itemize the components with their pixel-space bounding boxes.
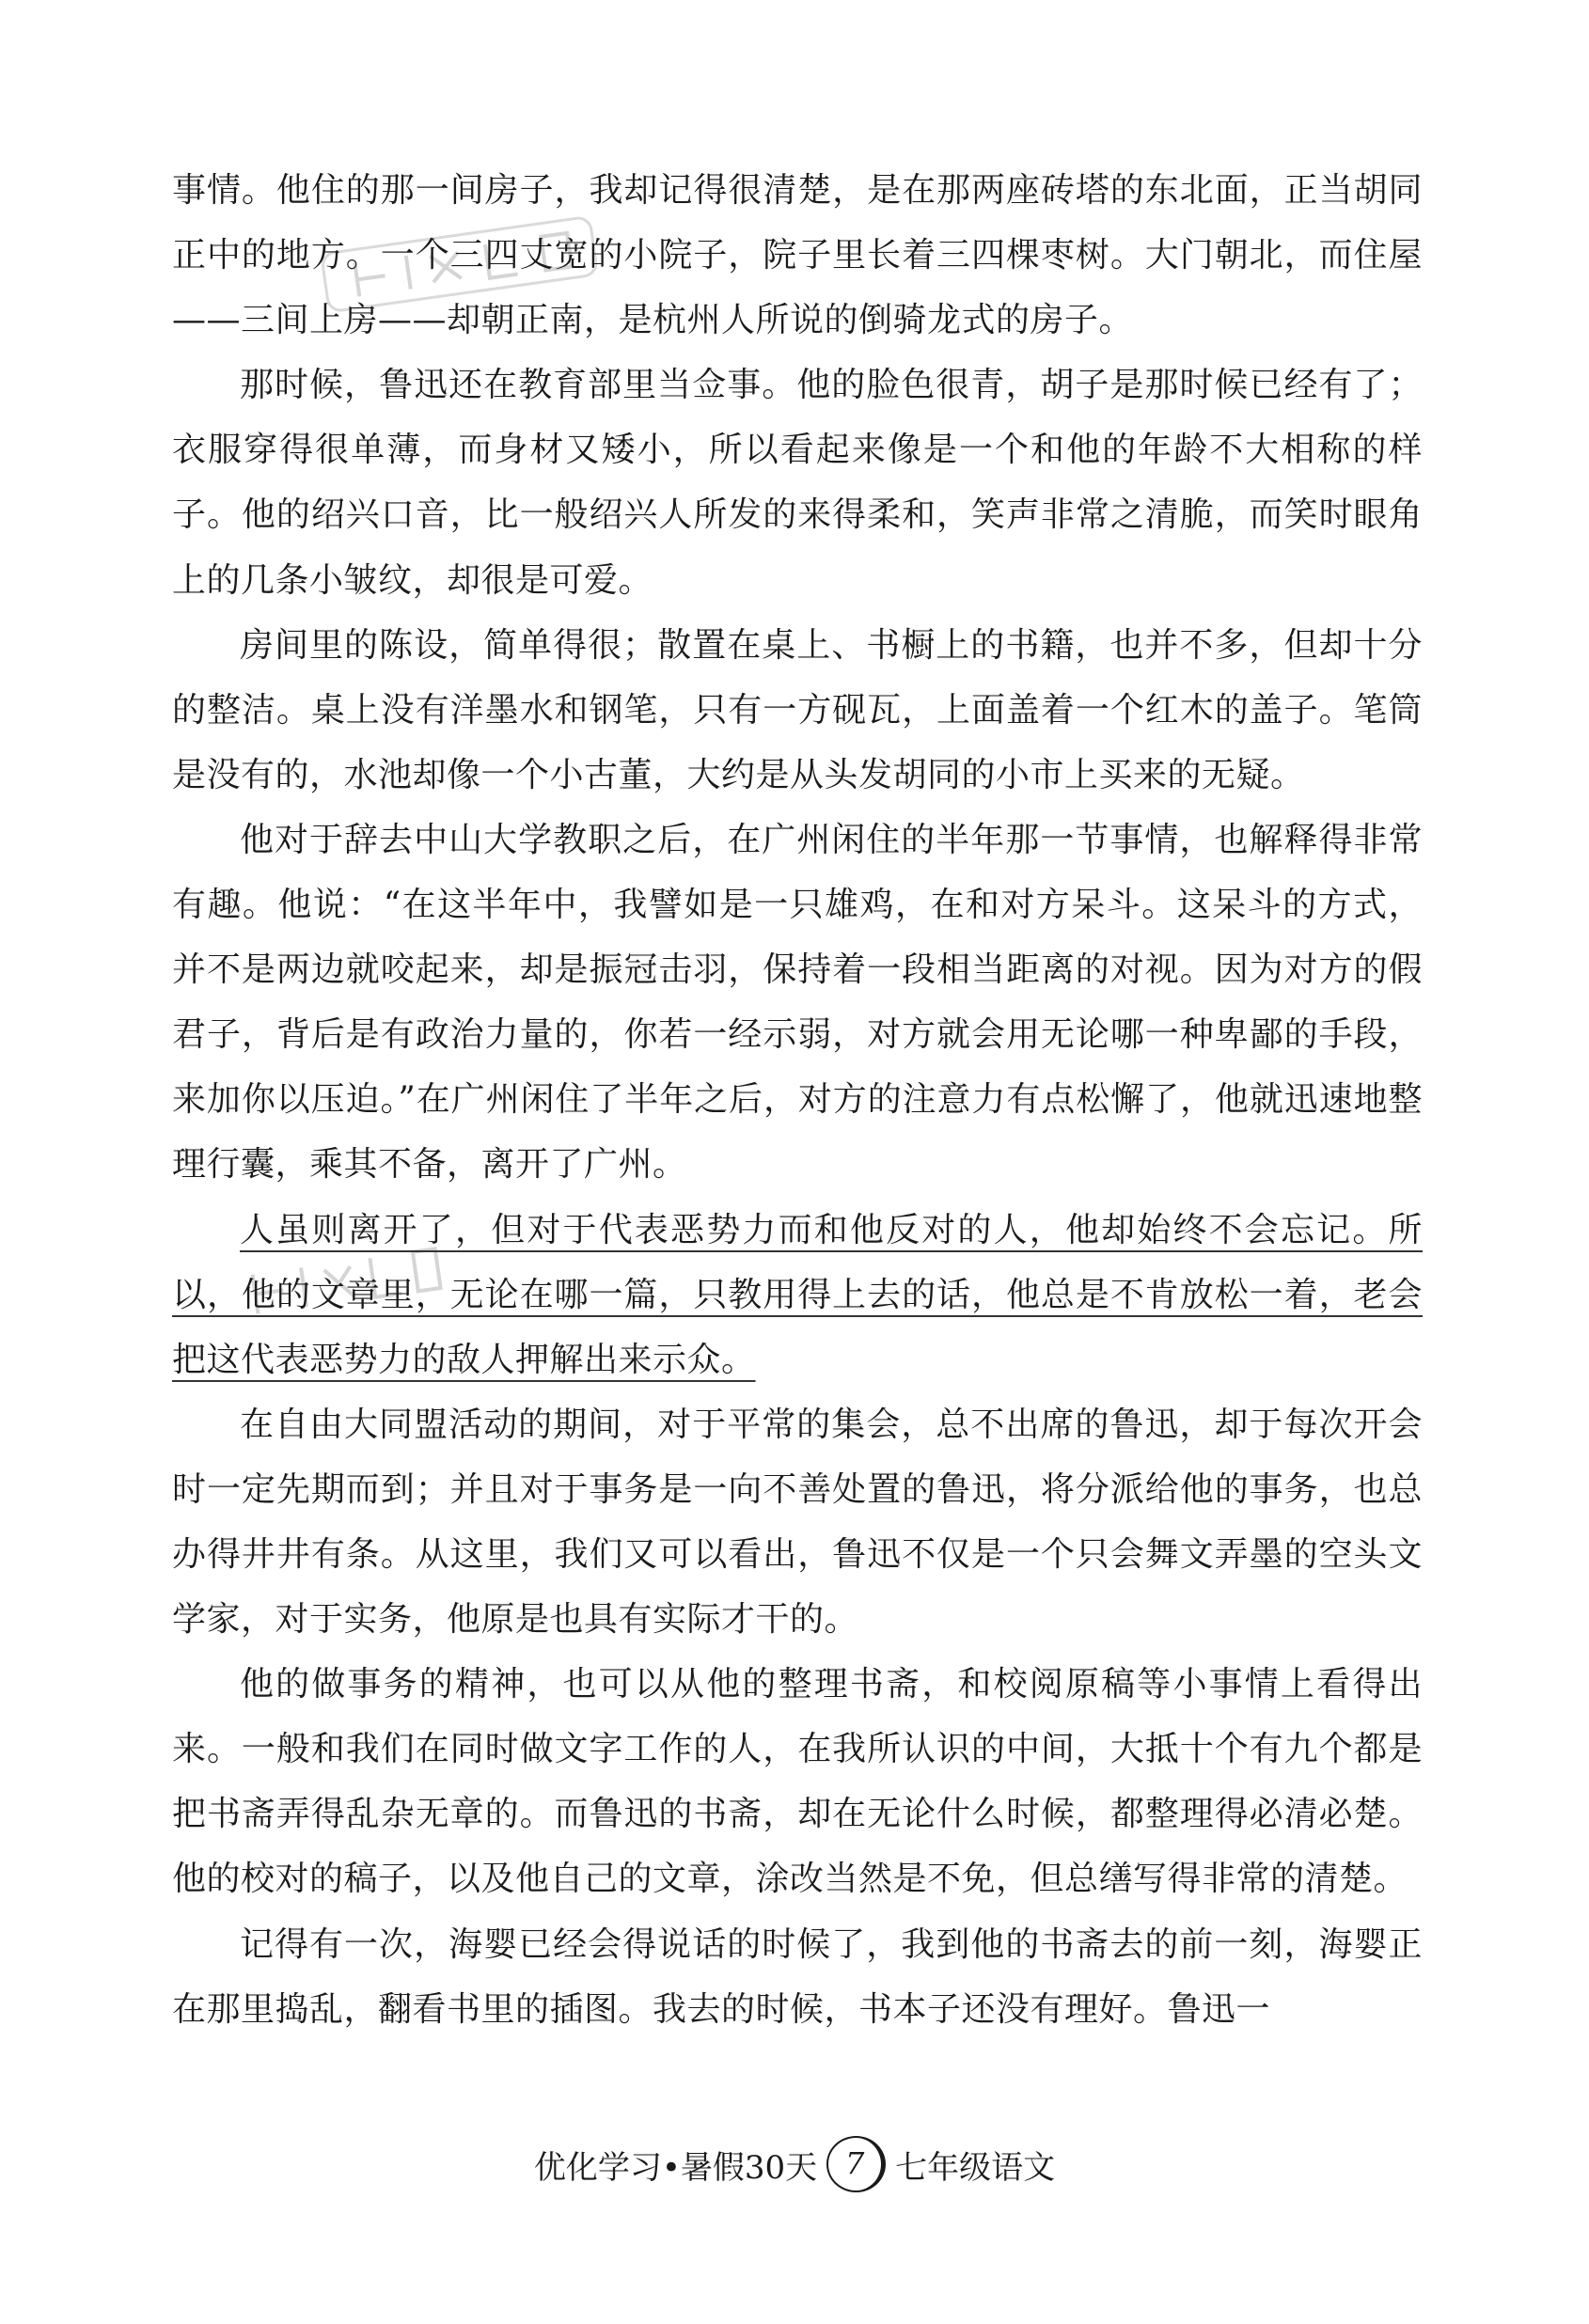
paragraph-2: 那时候，鲁迅还在教育部里当佥事。他的脸色很青，胡子是那时候已经有了；衣服穿得很单薄，而身材又矮小，所以看起来像是一个和他的年龄不大相称的样子。他的绍兴口音，比一般绍兴人所发的来得柔和，笑声非常之清脆，而笑时眼角上的几条小皱纹，却很是可爱。: [172, 366, 1423, 600]
underlined-passage: 人虽则离开了，但对于代表恶势力而和他反对的人，他却始终不会忘记。所以，他的文章里，无论在哪一篇，只教用得上去的话，他总是不肯放松一着，老会把这代表恶势力的敌人押解出来示众。: [172, 1210, 1423, 1379]
paragraph-8: 记得有一次，海婴已经会得说话的时候了，我到他的书斋去的前一刻，海婴正在那里捣乱，翻看书里的插图。我去的时候，书本子还没有理好。鲁迅一: [172, 1924, 1423, 2029]
page-number: 7: [826, 2136, 886, 2192]
paragraph-1: 事情。他住的那一间房子，我却记得很清楚，是在那两座砖塔的东北面，正当胡同正中的地方。一个三四丈宽的小院子，院子里长着三四棵枣树。大门朝北，而住屋——三间上房——却朝正南，是杭州人所说的倒骑龙式的房子。: [172, 171, 1423, 340]
paragraph-5-underlined: [172, 1198, 1423, 1392]
article-body: [172, 158, 1423, 2042]
paragraph-7: 他的做事务的精神，也可以从他的整理书斋，和校阅原稿等小事情上看得出来。一般和我们在同时做文字工作的人，在我所认识的中间，大抵十个有九个都是把书斋弄得乱杂无章的。而鲁迅的书斋，却在无论什么时候，都整理得必清必楚。他的校对的稿子，以及他自己的文章，涂改当然是不免，但总缮写得非常的清楚。: [172, 1665, 1423, 1899]
footer-subject: 七年级语文: [895, 2148, 1056, 2187]
page-footer: [0, 2136, 1589, 2192]
footer-book-title: 优化学习•暑假30天: [533, 2148, 818, 2187]
paragraph-6: 在自由大同盟活动的期间，对于平常的集会，总不出席的鲁迅，却于每次开会时一定先期而到；并且对于事务是一向不善处置的鲁迅，将分派给他的事务，也总办得井井有条。从这里，我们又可以看出，鲁迅不仅是一个只会舞文弄墨的空头文学家，对于实务，他原是也具有实际才干的。: [172, 1405, 1423, 1640]
paragraph-3: 房间里的陈设，简单得很；散置在桌上、书橱上的书籍，也并不多，但却十分的整洁。桌上没有洋墨水和钢笔，只有一方砚瓦，上面盖着一个红木的盖子。笔筒是没有的，水池却像一个小古董，大约是从头发胡同的小市上买来的无疑。: [172, 625, 1423, 794]
paragraph-4: 他对于辞去中山大学教职之后，在广州闲住的半年那一节事情，也解释得非常有趣。他说：“在这半年中，我譬如是一只雄鸡，在和对方呆斗。这呆斗的方式，并不是两边就咬起来，却是振冠击羽，保持着一段相当距离的对视。因为对方的假君子，背后是有政治力量的，你若一经示弱，对方就会用无论哪一种卑鄙的手段，来加你以压迫。”在广州闲住了半年之后，对方的注意力有点松懈了，他就迅速地整理行囊，乘其不备，离开了广州。: [172, 820, 1423, 1185]
